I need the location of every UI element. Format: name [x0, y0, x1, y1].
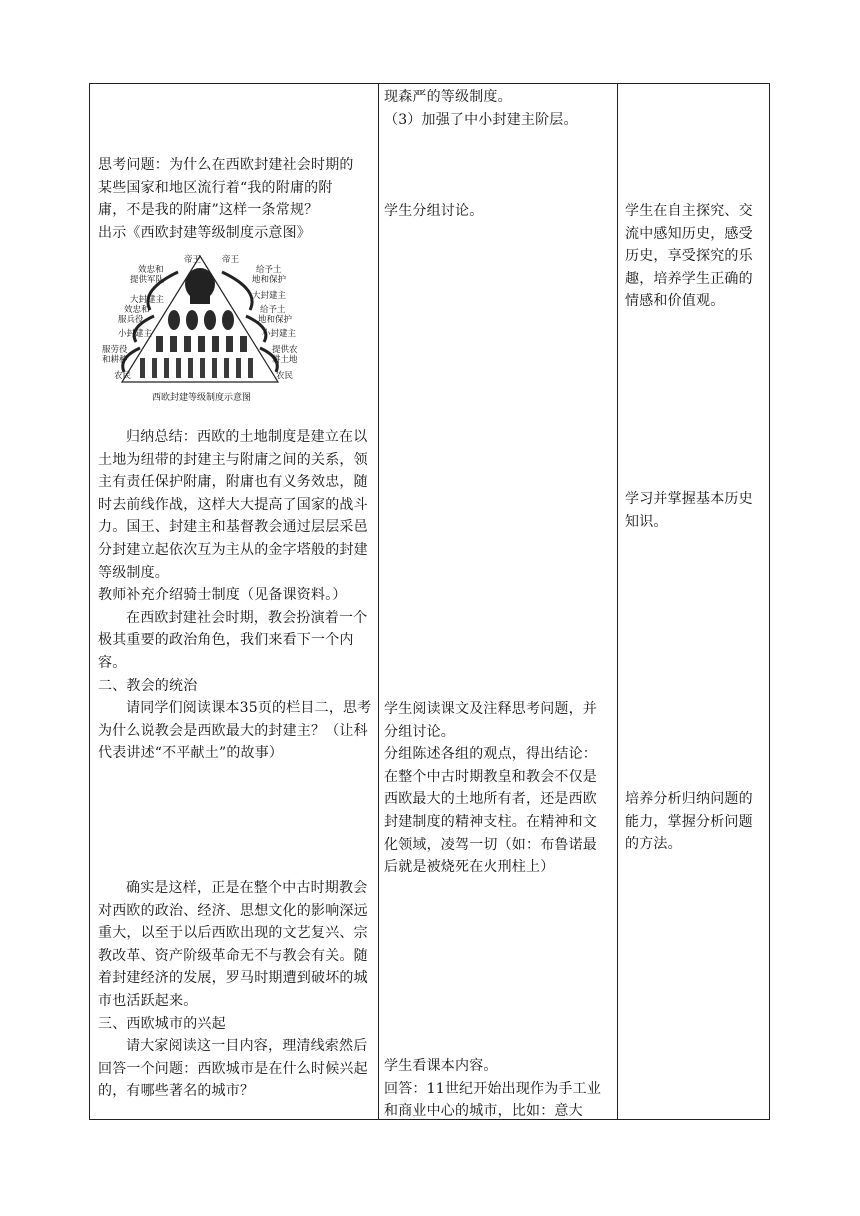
question-line: 出示《西欧封建等级制度示意图》 [98, 224, 311, 241]
diagram-label: 地和保护 [258, 314, 293, 324]
church-summary: 确实是这样，正是在整个中古时期教会对西欧的政治、经济、思想文化的影响深远重大，以至于以后西欧出现的文艺复兴、宗教改革、资产阶级革命无不与教会有关。随着封建经济的发展，罗马时期遭到破坏的城市也活跃起来。 [98, 880, 368, 1009]
student-block [384, 86, 611, 131]
intent-block [625, 200, 765, 313]
lesson-plan-table [89, 83, 770, 1120]
king-label: 帝王 [222, 254, 240, 264]
question-line: 思考问题：为什么在西欧封建社会时期的 [98, 157, 354, 173]
diagram-caption: 西欧封建等级制度示意图 [152, 392, 252, 402]
diagram-label: 地和保护 [252, 274, 287, 284]
king-label: 帝王 [184, 254, 202, 264]
summary-block [98, 426, 372, 765]
diagram-label: 给予土 [260, 304, 286, 314]
diagram-label: 提供农 [272, 344, 298, 354]
peasant-figures [140, 358, 253, 378]
student-block [384, 698, 611, 879]
intent-text: 培养分析归纳问题的能力，掌握分析问题的方法。 [625, 791, 753, 853]
student-activity-column [378, 84, 617, 1119]
diagram-label: 耕土地 [272, 354, 298, 364]
small-lord-figures [156, 336, 247, 352]
student-answer: 回答：11世纪开始出现作为手工业和商业中心的城市，比如：意大 [384, 1080, 602, 1120]
student-text: （3）加强了中小封建主阶层。 [384, 111, 578, 128]
diagram-label: 提供军队 [130, 274, 165, 284]
church-summary-block [98, 877, 372, 1103]
question-line: 庸，不是我的附庸”这样一条常规？ [98, 202, 319, 219]
student-text: 学生看课本内容。 [384, 1058, 498, 1074]
student-text: 学生阅读课文及注释思考问题，并分组讨论。 [384, 701, 597, 740]
diagram-label: 给予土 [256, 264, 282, 274]
feudal-hierarchy-diagram [100, 250, 300, 410]
student-text: 现森严的等级制度。 [384, 89, 512, 105]
intent-text: 学习并掌握基本历史知识。 [625, 491, 753, 530]
section-heading: 三、西欧城市的兴起 [98, 1015, 226, 1032]
diagram-label: 服劳役 [102, 344, 128, 354]
student-text: 学生分组讨论。 [384, 203, 484, 219]
diagram-label: 农民 [114, 370, 132, 380]
diagram-label: 和耕种 [102, 354, 128, 364]
thinking-question [98, 154, 372, 244]
city-question: 请大家阅读这一目内容，理清线索然后回答一个问题：西欧城市是在什么时候兴起的，有哪些著名的城市？ [98, 1038, 368, 1100]
question-line: 某些国家和地区流行着“我的附庸的附 [98, 179, 333, 196]
knight-note: 教师补充介绍骑士制度（见备课资料。） [98, 587, 347, 604]
student-block [384, 200, 611, 223]
diagram-label: 农民 [276, 370, 294, 380]
diagram-label: 服兵役 [118, 314, 144, 324]
diagram-label: 小封建主 [118, 328, 153, 338]
intent-text: 学生在自主探究、交流中感知历史，感受历史，享受探究的乐趣，培养学生正确的情感和价值观。 [625, 203, 753, 310]
diagram-label: 小封建主 [262, 328, 297, 338]
student-block [384, 1055, 611, 1123]
great-lord-figures [168, 310, 234, 330]
summary-text: 归纳总结：西欧的土地制度是建立在以土地为纽带的封建主与附庸之间的关系，领主有责任保护附庸，附庸也有义务效忠，随时去前线作战，这样大大提高了国家的战斗力。国王、封建主和基督教会通过层层采邑分封建立起依次互为主从的金字塔般的封建等级制度。 [98, 429, 368, 581]
diagram-label: 大封建主 [130, 294, 165, 304]
king-figure [190, 294, 210, 304]
teacher-activity-column [90, 84, 378, 1119]
student-conclusion: 分组陈述各组的观点，得出结论：在整个中古时期教皇和教会不仅是西欧最大的土地所有者，还是西欧封建制度的精神支柱。在精神和文化领域，凌驾一切（如：布鲁诺最后就是被烧死在火刑柱上） [384, 746, 597, 876]
intent-block [625, 788, 765, 856]
diagram-label: 效忠和 [138, 264, 164, 274]
design-intent-column [617, 84, 771, 1119]
church-intro: 在西欧封建社会时期，教会扮演着一个极其重要的政治角色，我们来看下一个内容。 [98, 609, 368, 671]
section-heading: 二、教会的统治 [98, 677, 198, 694]
church-question: 请同学们阅读课本35页的栏目二，思考为什么说教会是西欧最大的封建主？（让科代表讲述“不平献土”的故事） [98, 700, 372, 762]
intent-block [625, 488, 765, 533]
diagram-label: 大封建主 [252, 290, 287, 300]
diagram-label: 效忠和 [124, 304, 150, 314]
